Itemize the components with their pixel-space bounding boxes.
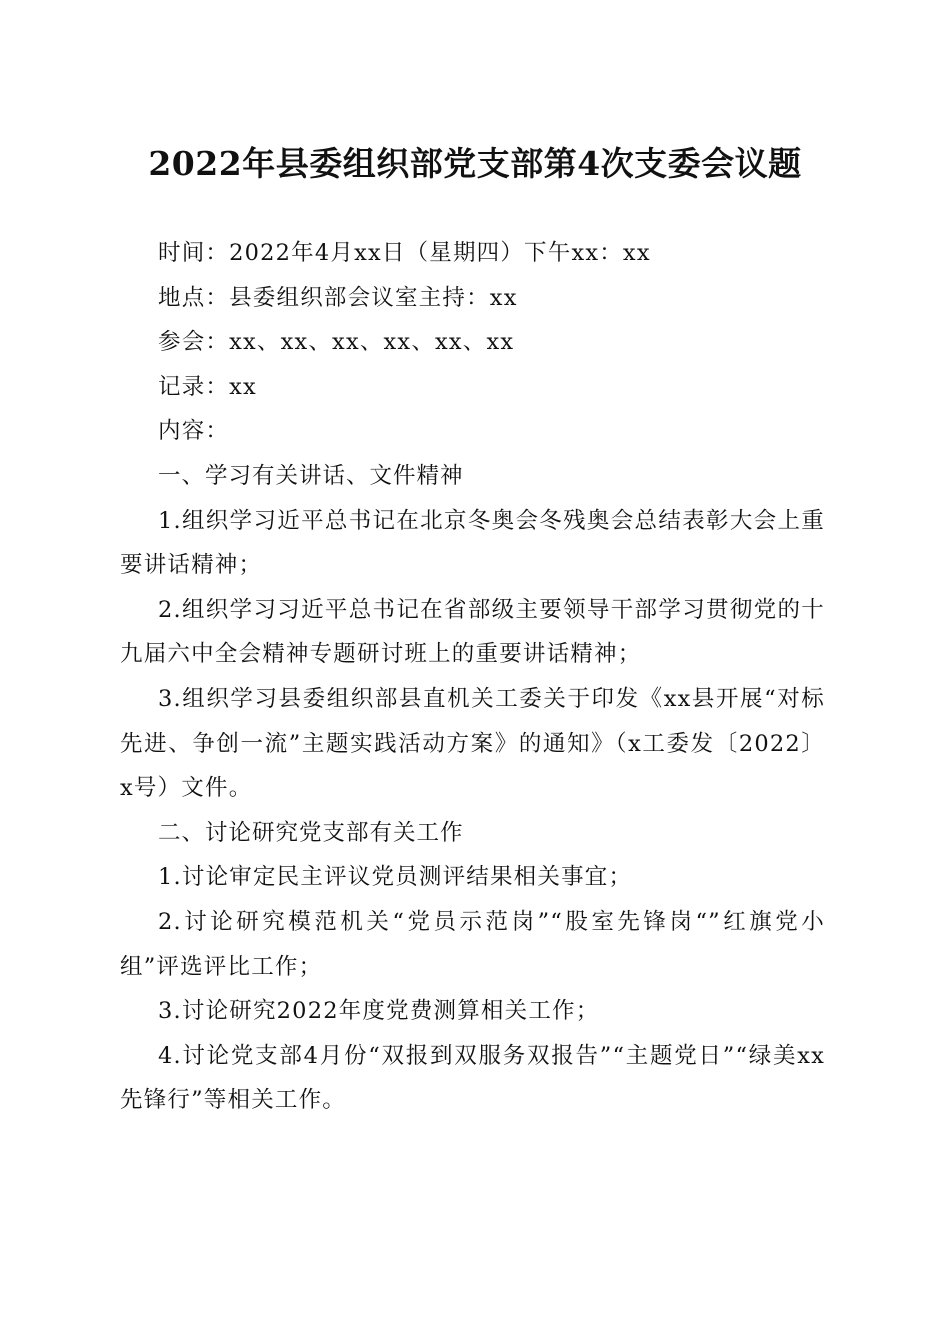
- study-item-1: 1.组织学习近平总书记在北京冬奥会冬残奥会总结表彰大会上重要讲话精神；: [120, 507, 825, 579]
- study-item-2: 2.组织学习习近平总书记在省部级主要领导干部学习贯彻党的十九届六中全会精神专题研讨班上的重要讲话精神；: [120, 596, 825, 668]
- content-label: 内容：: [158, 418, 230, 445]
- document-body: [120, 231, 825, 1123]
- discussion-item-1: 1.讨论审定民主评议党员测评结果相关事宜；: [158, 864, 633, 891]
- meeting-place: 地点：县委组织部会议室主持：xx: [158, 284, 518, 311]
- document-title: 2022年县委组织部党支部第4次支委会议题: [148, 144, 802, 183]
- discussion-item-2: 2.讨论研究模范机关“党员示范岗”“股室先锋岗“”红旗党小组”评选评比工作；: [120, 908, 825, 980]
- section-heading-discussion: 二、讨论研究党支部有关工作: [158, 819, 464, 846]
- section-heading-study: 一、学习有关讲话、文件精神: [158, 462, 464, 489]
- discussion-item-3: 3.讨论研究2022年度党费测算相关工作；: [158, 998, 600, 1025]
- meeting-attendees: 参会：xx、xx、xx、xx、xx、xx: [158, 329, 515, 356]
- meeting-recorder: 记录：xx: [158, 373, 257, 400]
- discussion-item-4: 4.讨论党支部4月份“双报到双服务双报告”“主题党日”“绿美xx先锋行”等相关工作。: [120, 1042, 825, 1114]
- meeting-time: 时间：2022年4月xx日（星期四）下午xx：xx: [158, 240, 651, 266]
- study-item-3: 3.组织学习县委组织部县直机关工委关于印发《xx县开展“对标先进、争创一流”主题实践活动方案》的通知》（x工委发〔2022〕x号）文件。: [120, 685, 825, 802]
